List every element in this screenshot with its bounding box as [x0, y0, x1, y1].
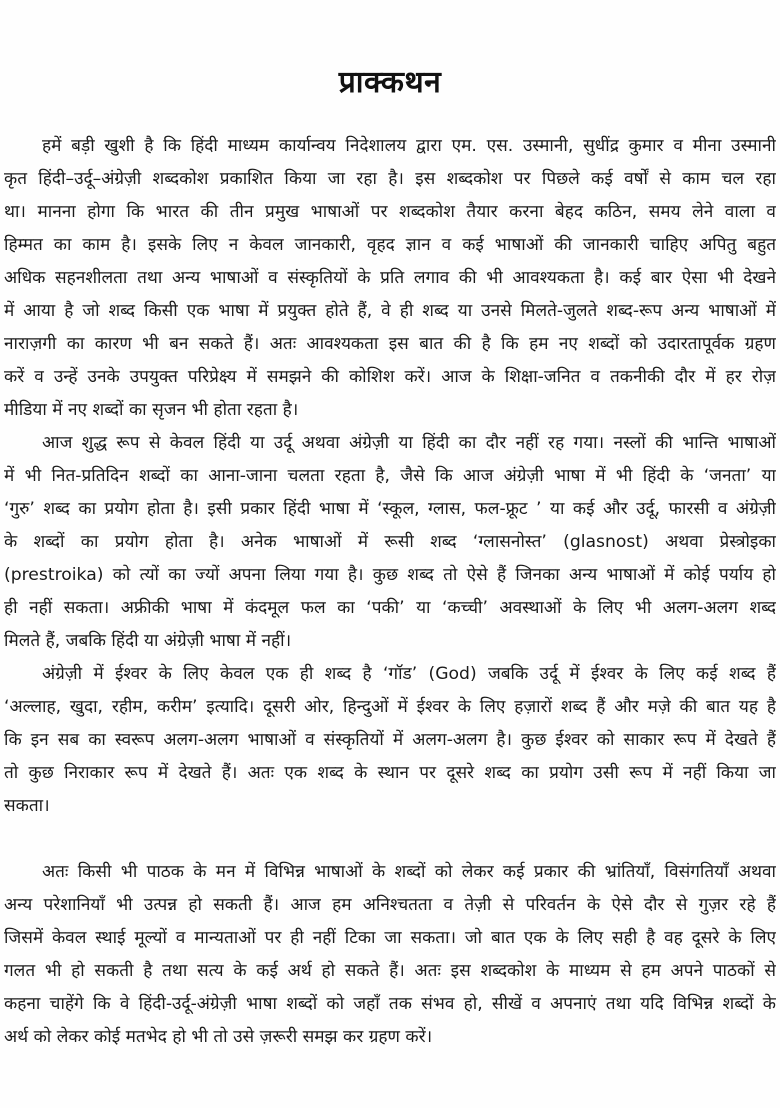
text-line: सकता।	[4, 796, 50, 816]
text-line: गलत भी हो सकती है तथा सत्य के कई अर्थ हो सकते हैं। अतः इस शब्दकोश के माध्यम से हम अपने पाठकों से	[4, 961, 776, 981]
paragraph-4	[4, 856, 776, 1054]
text-line: हमें बड़ी खुशी है कि हिंदी माध्यम कार्यान्वय निदेशालय द्वारा एम. एस. उस्मानी, सुधींद्र कुमार व मीना उस्मानी	[42, 136, 776, 156]
text-line: ‘गुरु’ शब्द का प्रयोग होता है। इसी प्रकार हिंदी भाषा में ‘स्कूल, ग्लास, फल-फ्रूट ’ या कई और उर्दू, फारसी व अंग्रेज़ी	[4, 499, 776, 519]
text-line: ‘अल्लाह, खुदा, रहीम, करीम’ इत्यादि। दूसरी ओर, हिन्दुओं में ईश्वर के लिए हज़ारों शब्द हैं और मज़े की बात यह है	[4, 697, 776, 717]
text-line: तो कुछ निराकार रूप में देखते हैं। अतः एक शब्द के स्थान पर दूसरे शब्द का प्रयोग उसी रूप में नहीं किया जा	[4, 763, 776, 783]
text-line: आज शुद्ध रूप से केवल हिंदी या उर्दू अथवा अंग्रेज़ी या हिंदी का दौर नहीं रह गया। नस्लों की भान्ति भाषाओं	[42, 433, 776, 453]
text-line: मिलते हैं, जबकि हिंदी या अंग्रेज़ी भाषा में नहीं।	[4, 631, 292, 651]
paragraph-2	[4, 427, 776, 658]
text-line: जिसमें केवल स्थाई मूल्यों व मान्यताओं पर ही नहीं टिका जा सकता। जो बात एक के लिए सही है वह दूसरे के लिए	[4, 928, 776, 948]
text-line: (prestroika) को त्यों का ज्यों अपना लिया गया है। कुछ शब्द तो ऐसे हैं जिनका अन्य भाषाओं में कोई पर्याय हो	[4, 565, 776, 585]
text-line: कि इन सब का स्वरूप अलग-अलग भाषाओं व संस्कृतियों में अलग-अलग है। कुछ ईश्वर को साकार रूप में देखते हैं	[4, 730, 776, 750]
text-line: में आया है जो शब्द किसी एक भाषा में प्रयुक्त होते हैं, वे ही शब्द या उनसे मिलते-जुलते शब्द-रूप अन्य भाषाओं में	[4, 301, 776, 321]
paragraph-3	[4, 658, 776, 823]
text-line: करें व उन्हें उनके उपयुक्त परिप्रेक्ष्य में समझने की कोशिश करें। आज के शिक्षा-जनित व तकनीकी दौर में हर रोज़	[4, 367, 776, 387]
text-line: ही नहीं सकता। अफ्रीकी भाषा में कंदमूल फल का ‘पकी’ या ‘कच्ची’ अवस्थाओं के लिए भी अलग-अलग शब्द	[4, 598, 776, 618]
text-line: हिम्मत का काम है। इसके लिए न केवल जानकारी, वृहद ज्ञान व कई भाषाओं की जानकारी चाहिए अपितु बहुत	[4, 235, 776, 255]
text-line: नाराज़गी का कारण भी बन सकते हैं। अतः आवश्यकता इस बात की है कि हम नए शब्दों को उदारतापूर्वक ग्रहण	[4, 334, 776, 354]
text-line: के शब्दों का प्रयोग होता है। अनेक भाषाओं में रूसी शब्द ‘ग्लासनोस्त’ (glasnost) अथवा प्रेस्त्रोइका	[4, 532, 776, 552]
text-line: कृत हिंदी–उर्दू–अंग्रेज़ी शब्दकोश प्रकाशित किया जा रहा है। इस शब्दकोश पर पिछले कई वर्षों से काम चल रहा	[4, 169, 776, 189]
text-line: में भी नित-प्रतिदिन शब्दों का आना-जाना चलता रहता है, जैसे कि आज अंग्रेज़ी भाषा में भी हिंदी के ‘जनता’ या	[4, 466, 776, 486]
text-line: था। मानना होगा कि भारत की तीन प्रमुख भाषाओं पर शब्दकोश तैयार करना बेहद कठिन, समय लेने वाला व	[4, 202, 776, 222]
page-title: प्राक्कथन	[338, 65, 442, 100]
text-line: अतः किसी भी पाठक के मन में विभिन्न भाषाओं के शब्दों को लेकर कई प्रकार की भ्रांतियाँ, विसंगतियाँ अथवा	[42, 862, 776, 882]
paragraph-1	[4, 130, 776, 427]
text-line: अधिक सहनशीलता तथा अन्य भाषाओं व संस्कृतियों के प्रति लगाव की भी आवश्यकता है। कई बार ऐसा भी देखने	[4, 268, 776, 288]
text-line: अर्थ को लेकर कोई मतभेद हो भी तो उसे ज़रूरी समझ कर ग्रहण करें।	[4, 1027, 433, 1047]
text-line: अन्य परेशानियाँ भी उत्पन्न हो सकती हैं। आज हम अनिश्चतता व तेज़ी से परिवर्तन के ऐसे दौर से गुज़र रहे हैं	[4, 895, 776, 915]
text-line: मीडिया में नए शब्दों का सृजन भी होता रहता है।	[4, 400, 299, 420]
text-line: अंग्रेज़ी में ईश्वर के लिए केवल एक ही शब्द है ‘गॉड’ (God) जबकि उर्दू में ईश्वर के लिए कई शब्द हैं	[42, 664, 776, 684]
text-line: कहना चाहेंगे कि वे हिंदी-उर्दू-अंग्रेज़ी भाषा शब्दों को जहाँ तक संभव हो, सीखें व अपनाएं तथा यदि विभिन्न शब्दों के	[4, 994, 776, 1014]
